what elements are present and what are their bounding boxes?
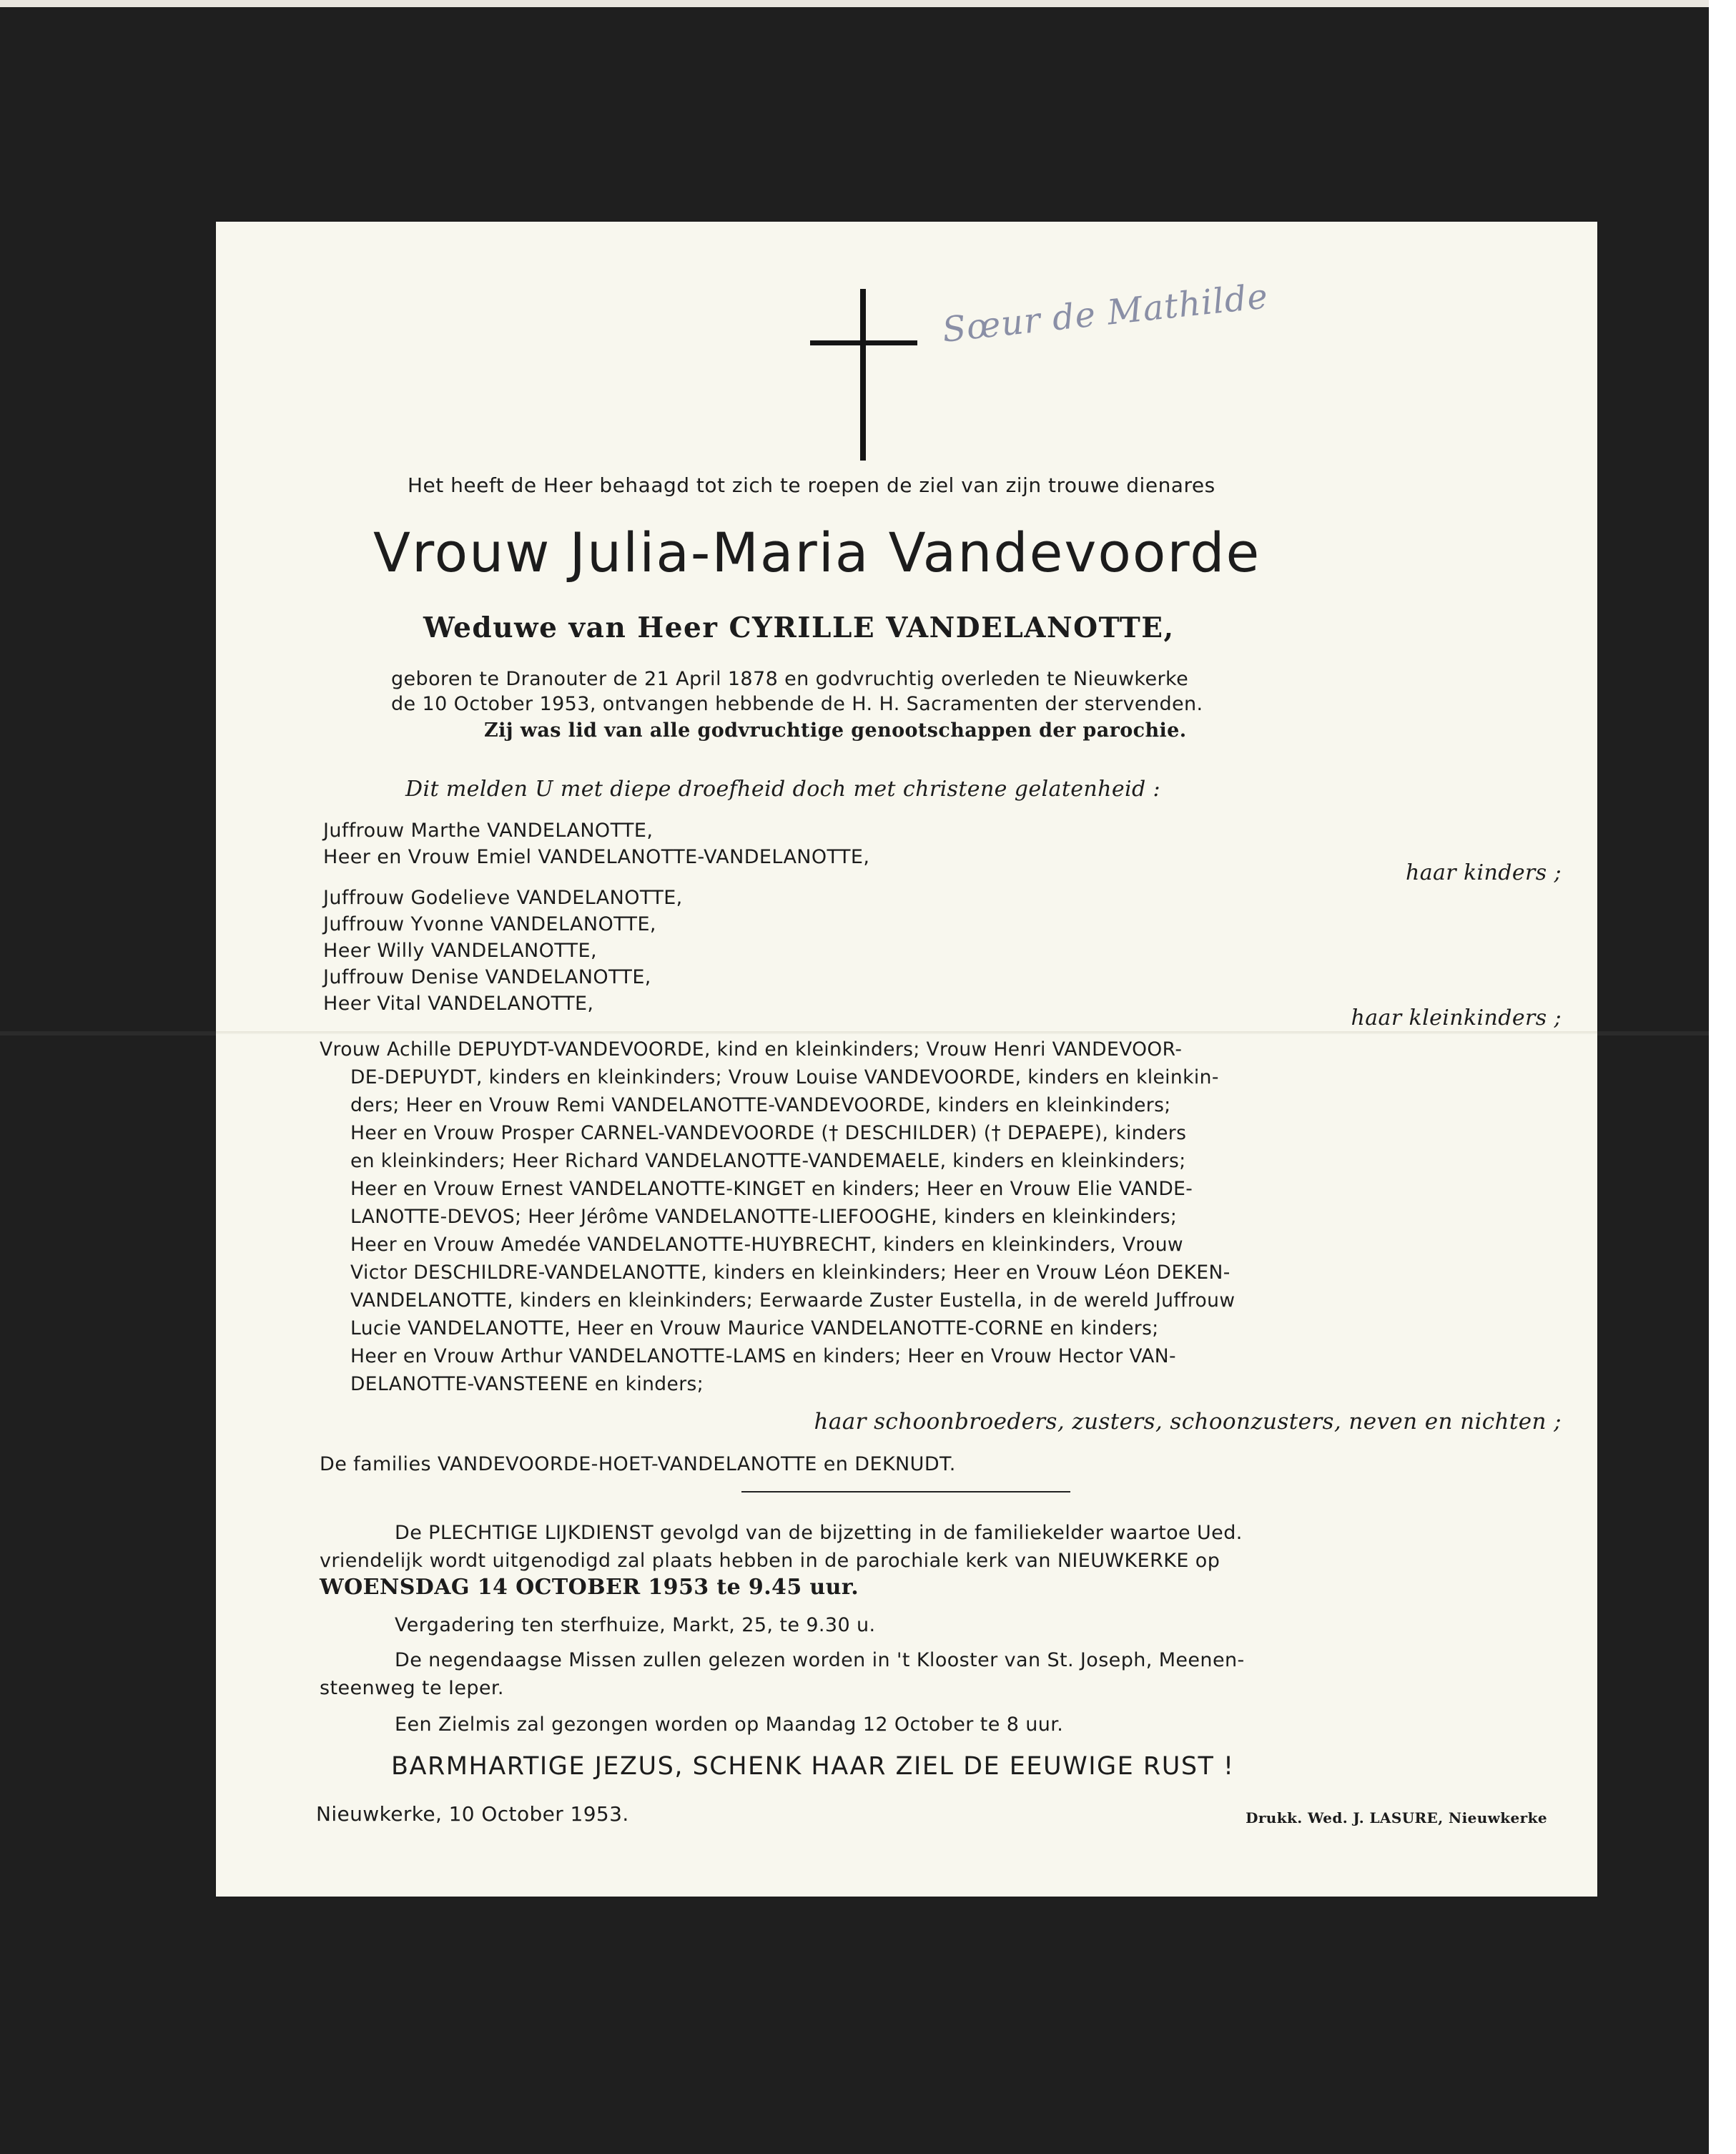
child-entry: Juffrouw Marthe VANDELANOTTE, xyxy=(323,820,654,842)
funeral-line: De PLECHTIGE LIJKDIENST gevolgd van de bijzetting in de familiekelder waartoe Ued. xyxy=(395,1522,1243,1544)
grandchild-entry: Heer Vital VANDELANOTTE, xyxy=(323,993,594,1015)
relatives-line: Vrouw Achille DEPUYDT-VANDEVOORDE, kind en kleinkinders; Vrouw Henri VANDEVOOR- xyxy=(320,1038,1183,1061)
announcement-line: Dit melden U met diepe droefheid doch met christene gelatenheid : xyxy=(405,777,1161,802)
relatives-line: Heer en Vrouw Arthur VANDELANOTTE-LAMS en kinders; Heer en Vrouw Hector VAN- xyxy=(350,1345,1176,1367)
funeral-date: WOENSDAG 14 OCTOBER 1953 te 9.45 uur. xyxy=(320,1575,859,1600)
relatives-line: Heer en Vrouw Ernest VANDELANOTTE-KINGET en kinders; Heer en Vrouw Elie VANDE- xyxy=(350,1178,1193,1200)
families-line: De families VANDEVOORDE-HOET-VANDELANOTTE en DEKNUDT. xyxy=(320,1453,956,1475)
relatives-line: LANOTTE-DEVOS; Heer Jérôme VANDELANOTTE-LIEFOOGHE, kinders en kleinkinders; xyxy=(350,1206,1178,1228)
requiem-line: Een Zielmis zal gezongen worden op Maandag 12 October te 8 uur. xyxy=(395,1713,1064,1736)
cross-icon xyxy=(860,289,866,461)
funeral-line: vriendelijk wordt uitgenodigd zal plaats hebben in de parochiale kerk van NIEUWKERKE op xyxy=(320,1550,1220,1572)
printer-credit: Drukk. Wed. J. LASURE, Nieuwkerke xyxy=(1246,1809,1547,1826)
grandchildren-label: haar kleinkinders ; xyxy=(1351,1005,1562,1031)
cross-icon-bar xyxy=(810,340,917,345)
in-laws-line: haar schoonbroeders, zusters, schoonzusters, neven en nichten ; xyxy=(814,1409,1562,1435)
relatives-line: ders; Heer en Vrouw Remi VANDELANOTTE-VANDEVOORDE, kinders en kleinkinders; xyxy=(350,1094,1171,1116)
relatives-line: en kleinkinders; Heer Richard VANDELANOTTE-VANDEMAELE, kinders en kleinkinders; xyxy=(350,1150,1186,1172)
handwritten-note: Sœur de Mathilde xyxy=(940,276,1271,350)
masses-line: steenweg te Ieper. xyxy=(320,1677,504,1699)
intro-line: Het heeft de Heer behaagd tot zich te roepen de ziel van zijn trouwe dienares xyxy=(408,473,1215,497)
grandchild-entry: Juffrouw Godelieve VANDELANOTTE, xyxy=(323,887,683,909)
grandchild-entry: Heer Willy VANDELANOTTE, xyxy=(323,940,597,962)
relatives-line: Lucie VANDELANOTTE, Heer en Vrouw Maurice VANDELANOTTE-CORNE en kinders; xyxy=(350,1317,1159,1339)
birth-death-line: geboren te Dranouter de 21 April 1878 en godvruchtig overleden te Nieuwkerke xyxy=(391,668,1189,690)
relatives-line: Heer en Vrouw Prosper CARNEL-VANDEVOORDE († DESCHILDER) († DEPAEPE), kinders xyxy=(350,1122,1187,1144)
relatives-line: DELANOTTE-VANSTEENE en kinders; xyxy=(350,1373,704,1395)
relatives-line: VANDELANOTTE, kinders en kleinkinders; Eerwaarde Zuster Eustella, in de wereld Juffrouw xyxy=(350,1289,1236,1312)
gathering-line: Vergadering ten sterfhuize, Markt, 25, te 9.30 u. xyxy=(395,1614,876,1636)
membership-line: Zij was lid van alle godvruchtige genootschappen der parochie. xyxy=(484,719,1187,742)
relatives-line: Victor DESCHILDRE-VANDELANOTTE, kinders en kleinkinders; Heer en Vrouw Léon DEKEN- xyxy=(350,1262,1231,1284)
place-date: Nieuwkerke, 10 October 1953. xyxy=(316,1802,629,1826)
child-entry: Heer en Vrouw Emiel VANDELANOTTE-VANDELANOTTE, xyxy=(323,846,870,868)
children-label: haar kinders ; xyxy=(1405,860,1562,885)
masses-line: De negendaagse Missen zullen gelezen worden in 't Klooster van St. Joseph, Meenen- xyxy=(395,1649,1245,1671)
closing-prayer: BARMHARTIGE JEZUS, SCHENK HAAR ZIEL DE EEUWIGE RUST ! xyxy=(391,1752,1235,1781)
birth-death-line: de 10 October 1953, ontvangen hebbende de H. H. Sacramenten der stervenden. xyxy=(391,693,1203,715)
relatives-line: Heer en Vrouw Amedée VANDELANOTTE-HUYBRECHT, kinders en kleinkinders, Vrouw xyxy=(350,1234,1184,1256)
mourning-card xyxy=(216,222,1597,1897)
separator-line xyxy=(741,1491,1070,1492)
deceased-name: Vrouw Julia-Maria Vandevoorde xyxy=(373,521,1261,584)
widow-of: Weduwe van Heer CYRILLE VANDELANOTTE, xyxy=(423,611,1175,644)
relatives-line: DE-DEPUYDT, kinders en kleinkinders; Vrouw Louise VANDEVOORDE, kinders en kleinkin- xyxy=(350,1066,1219,1088)
grandchild-entry: Juffrouw Yvonne VANDELANOTTE, xyxy=(323,913,656,935)
paper-fold-crease xyxy=(216,1031,1597,1034)
grandchild-entry: Juffrouw Denise VANDELANOTTE, xyxy=(323,966,651,988)
